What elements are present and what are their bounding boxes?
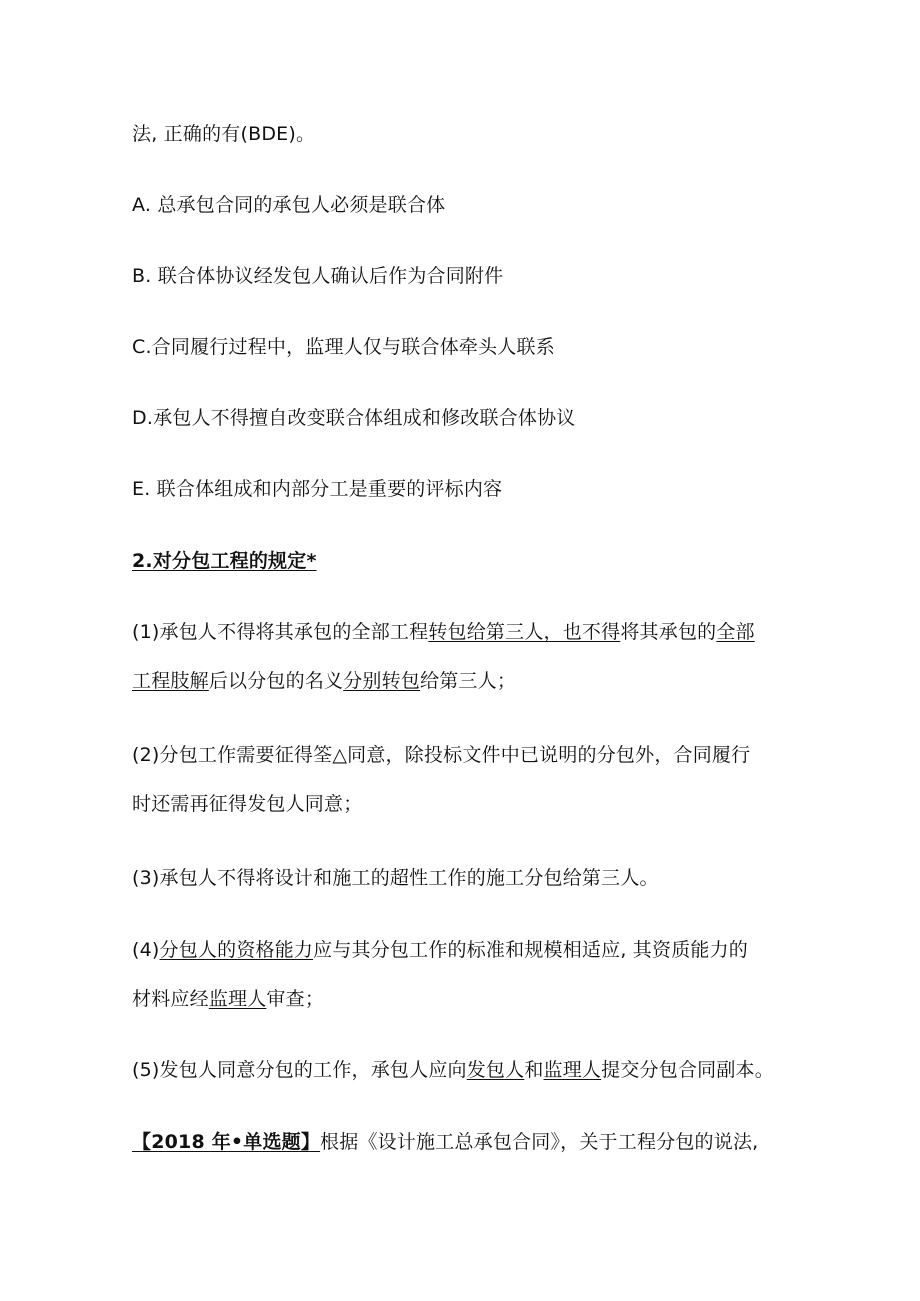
option-b bbox=[132, 263, 802, 289]
section-heading bbox=[132, 548, 802, 574]
question-line bbox=[132, 1129, 802, 1155]
rule-3-text: (3)承包人不得将设计和施工的超性工作的施工分包给第三人。 bbox=[132, 867, 659, 889]
rule-1-underline-a: 转包给第三人，也不得 bbox=[428, 621, 621, 643]
rule-4-underline-b: 监理人 bbox=[208, 988, 267, 1010]
option-b-text: B. 联合体协议经发包人确认后作为合同附件 bbox=[132, 265, 504, 287]
rule-1-text-a: (1)承包人不得将其承包的全部工程 bbox=[132, 621, 429, 643]
option-d-text: D.承包人不得擅自改变联合体组成和修改联合体协议 bbox=[132, 407, 576, 429]
question-tag: 【2018 年•单选题】 bbox=[132, 1131, 321, 1153]
rule-4-text-c: 应与其分包工作的标准和规模相适应, 其资质能力的 bbox=[313, 939, 749, 961]
option-a bbox=[132, 192, 802, 218]
rule-1-line-1 bbox=[132, 619, 802, 645]
option-c bbox=[132, 334, 802, 360]
rule-1-underline-d: 分别转包 bbox=[343, 670, 421, 692]
rule-5-underline-b: 监理人 bbox=[543, 1059, 602, 1081]
rule-4-text-a: (4) bbox=[132, 939, 160, 961]
option-e bbox=[132, 476, 802, 502]
rule-4-line-1 bbox=[132, 937, 802, 963]
section-heading-text: 2.对分包工程的规定* bbox=[132, 550, 317, 572]
option-c-text: C.合同履行过程中，监理人仅与联合体牵头人联系 bbox=[132, 336, 555, 358]
rule-4-text-d: 材料应经 bbox=[132, 988, 209, 1010]
rule-4-underline-a: 分包人的资格能力 bbox=[159, 939, 314, 961]
rule-5 bbox=[132, 1057, 802, 1083]
rule-5-text-e: 提交分包合同副本。 bbox=[601, 1059, 774, 1081]
rule-4-line-2 bbox=[132, 986, 802, 1012]
rule-5-text-c: 和 bbox=[524, 1059, 544, 1081]
answer-text: 法, 正确的有(BDE)。 bbox=[132, 123, 316, 145]
rule-5-underline-a: 发包人 bbox=[466, 1059, 525, 1081]
rule-1-text-h: 给第三人； bbox=[420, 670, 517, 692]
answer-line bbox=[132, 121, 802, 147]
option-d bbox=[132, 405, 802, 431]
rule-3 bbox=[132, 865, 802, 891]
rule-4-text-f: 审查； bbox=[266, 988, 325, 1010]
rule-2-text-b: 时还需再征得发包人同意； bbox=[132, 793, 363, 815]
rule-5-text-a: (5)发包人同意分包的工作，承包人应向 bbox=[132, 1059, 467, 1081]
question-text: 根据《设计施工总承包合同》，关于工程分包的说法, bbox=[320, 1131, 759, 1153]
rule-1-line-2 bbox=[132, 668, 802, 694]
rule-1-underline-c: 工程肢解 bbox=[132, 670, 209, 692]
rule-1-text-c: 将其承包的 bbox=[620, 621, 717, 643]
rule-1-underline-b: 全部 bbox=[716, 621, 755, 643]
rule-2-line-2 bbox=[132, 791, 802, 817]
rule-1-text-f: 后以分包的名义 bbox=[208, 670, 344, 692]
rule-2-text-a: (2)分包工作需要征得筌△同意，除投标文件中已说明的分包外，合同履行 bbox=[132, 744, 751, 766]
option-a-text: A. 总承包合同的承包人必须是联合体 bbox=[132, 194, 446, 216]
rule-2-line-1 bbox=[132, 742, 802, 768]
option-e-text: E. 联合体组成和内部分工是重要的评标内容 bbox=[132, 478, 503, 500]
